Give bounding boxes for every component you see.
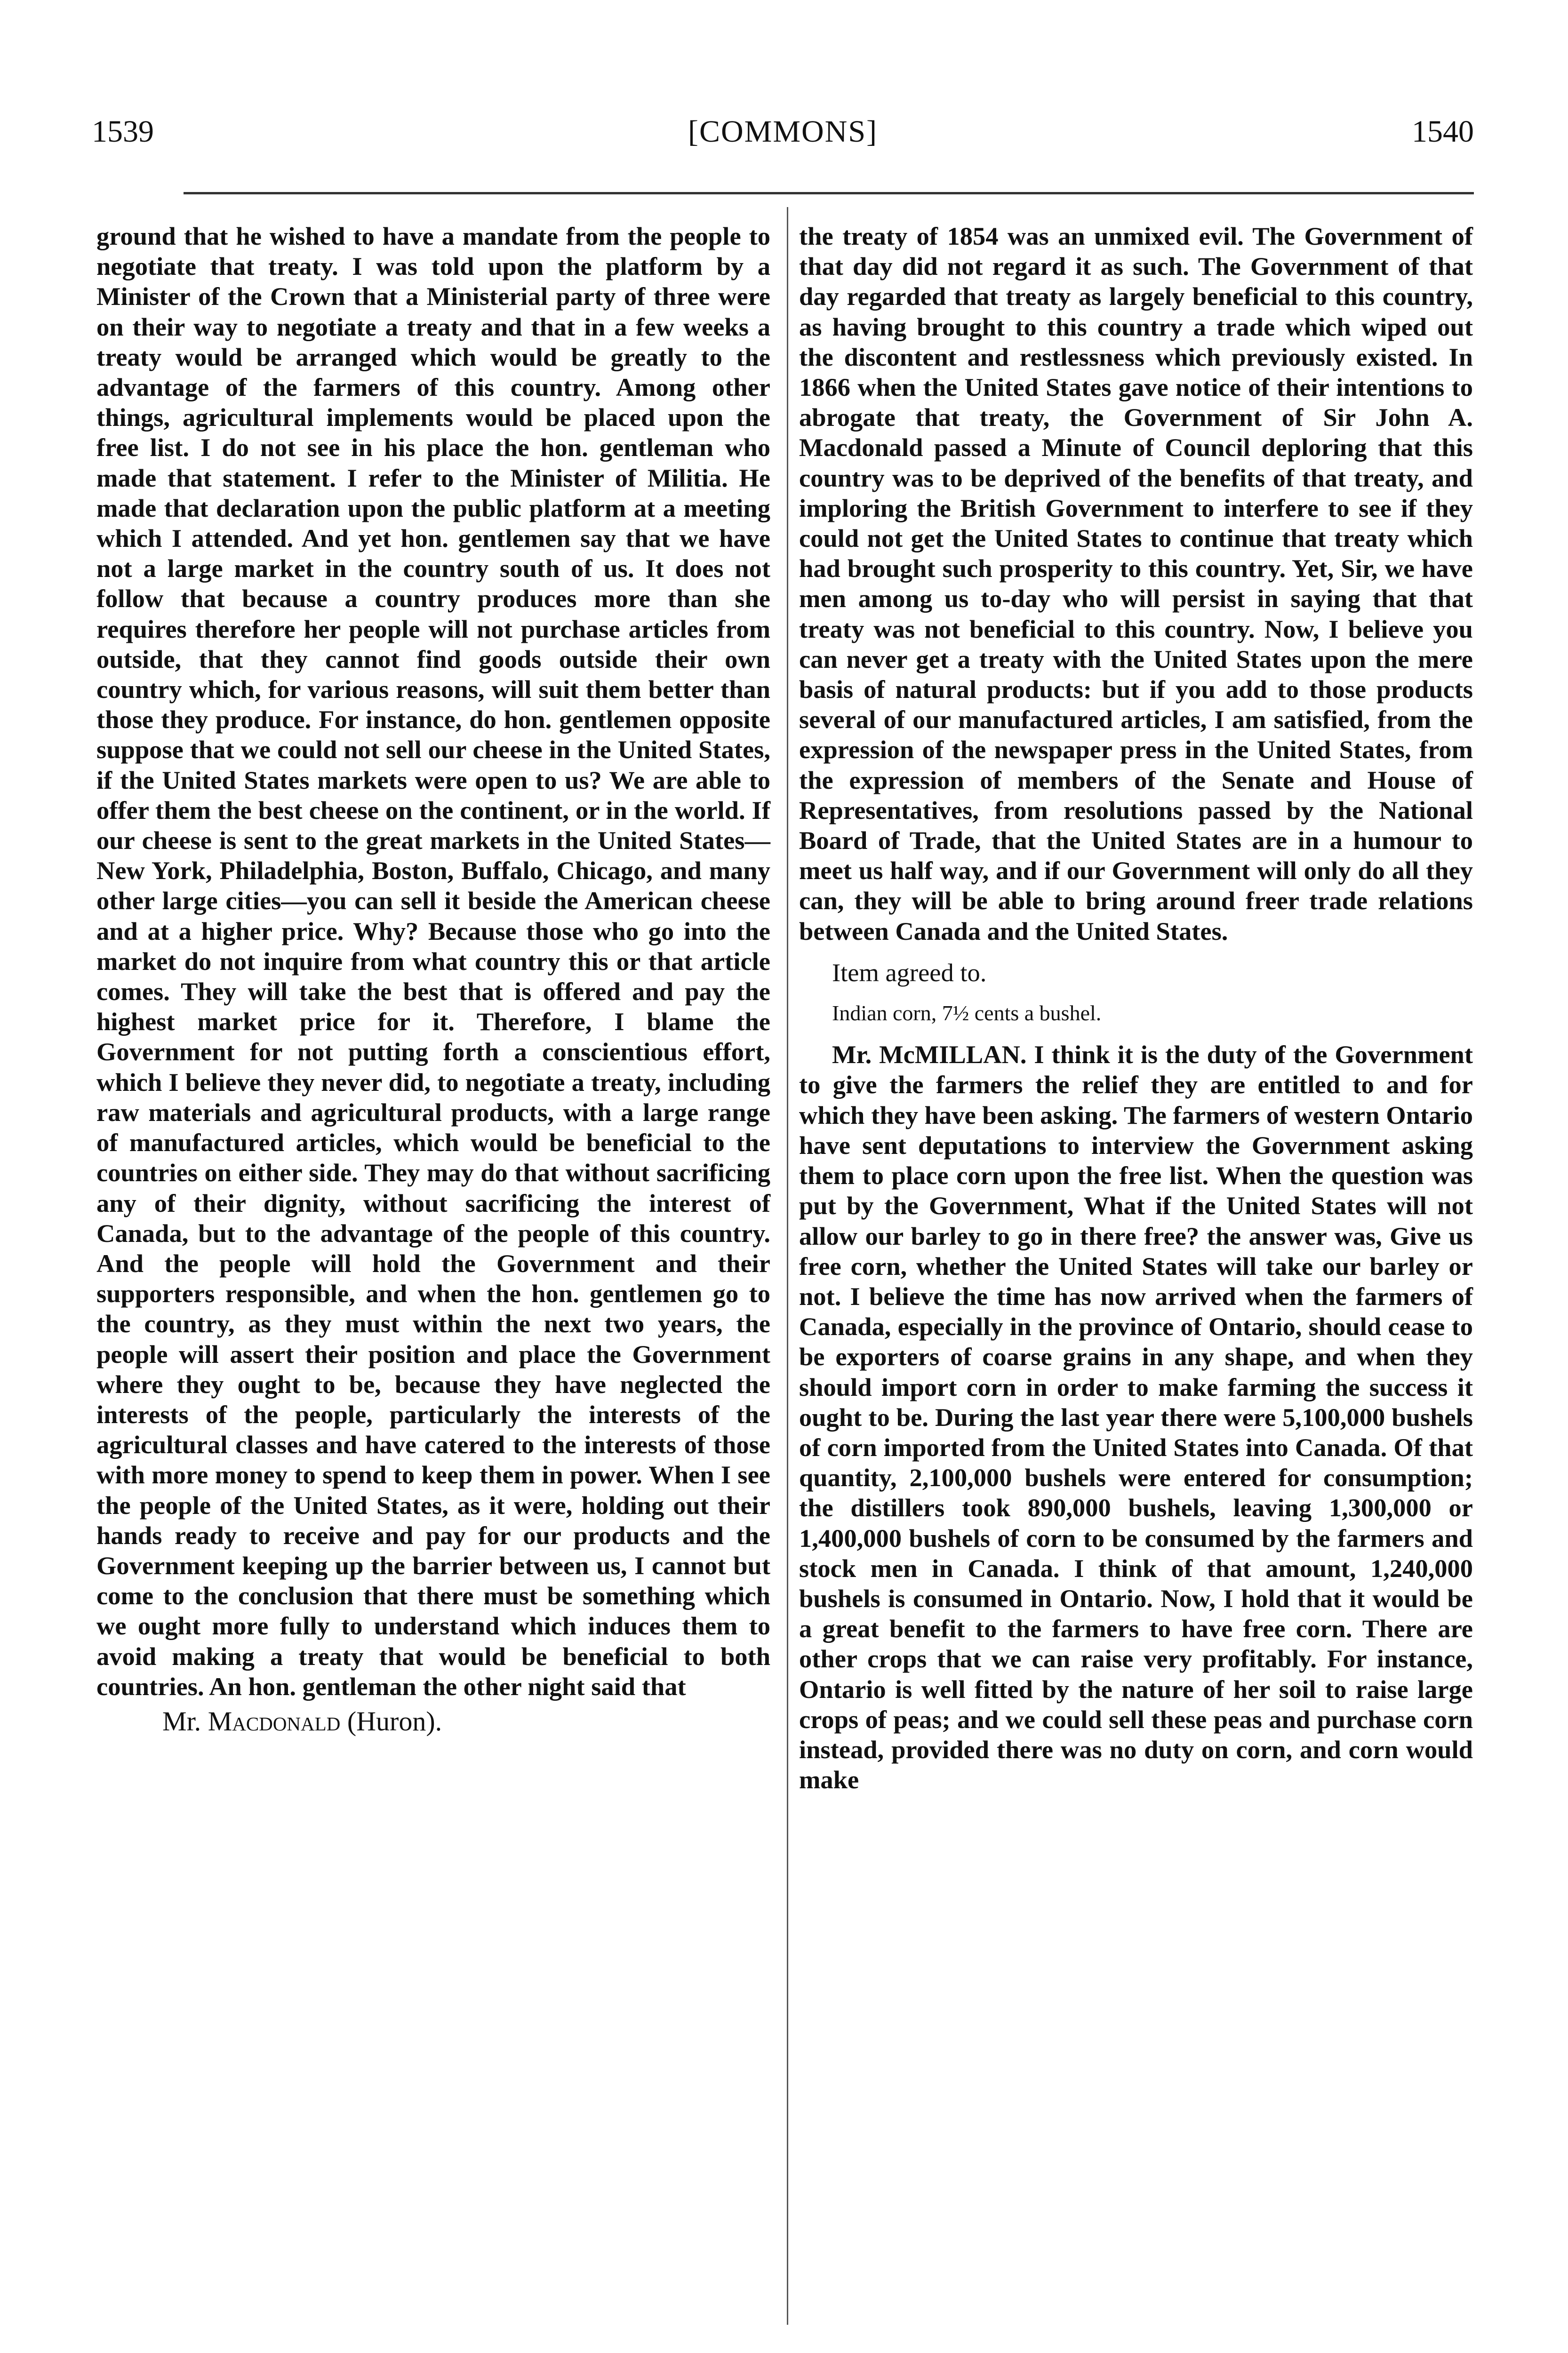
- speaker-name: Macdonald: [208, 1705, 341, 1737]
- page-header: [92, 111, 1474, 153]
- item-agreed-note: Item agreed to.: [832, 958, 987, 987]
- column-divider: [787, 207, 788, 2325]
- speaker-attribution: [96, 1706, 770, 1737]
- right-column: [799, 221, 1473, 1795]
- left-column: [96, 221, 770, 1737]
- speaker-suffix: (Huron).: [340, 1705, 442, 1737]
- right-column-text: the treaty of 1854 was an unmixed evil. The Government of that day did not regard it as such. The Government of that day regarded that treaty as largely beneficial to this country, as having brought to this country a trade which wiped out the discontent and restlessness which previously existed. In 1866 when the United States gave notice of their intentions to abrogate that treaty, the Government of Sir John A. Macdonald passed a Minute of Council deploring that this country was to be deprived of the benefits of that treaty, and imploring the British Government to interfere to see if they could not get the United States to continue that treaty which had brought such prosperity to this country. Yet, Sir, we have men among us to-day who will persist in saying that that treaty was not beneficial to this country. Now, I believe you can never get a treaty with the United States upon the mere basis of natural products: but if you add to those products several of our manufactured articles, I am satisfied, from the expression of the newspaper press in the United States, from the expression of members of the Senate and House of Representatives, from resolutions passed by the National Board of Trade, that the United States are in a humour to meet us half way, and if our Government will only do all they can, they will be able to bring around freer trade relations between Canada and the United States.: [799, 222, 1473, 945]
- page-title: [COMMONS]: [688, 114, 878, 149]
- mcmillan-speech: Mr. McMILLAN. I think it is the duty of the Government to give the farmers the relief they are entitled to and for which they have been asking. The farmers of western Ontario have sent deputations to interview the Government asking them to place corn upon the free list. When the question was put by the Government, What if the United States will not allow our barley to go in there free? the answer was, Give us free corn, whether the United States will take our barley or not. I believe the time has now arrived when the farmers of Canada, especially in the province of Ontario, should cease to be exporters of coarse grains in any shape, and when they should import corn in order to make farming the success it ought to be. During the last year there were 5,100,000 bushels of corn imported from the United States into Canada. Of that quantity, 2,100,000 bushels were entered for consumption; the distillers took 890,000 bushels, leaving 1,300,000 or 1,400,000 bushels of corn to be consumed by the farmers and stock men in Canada. I think of that amount, 1,240,000 bushels is consumed in Ontario. Now, I hold that it would be a great benefit to the farmers to have free corn. There are other crops that we can raise very profitably. For instance, Ontario is well fitted by the nature of her soil to raise large crops of peas; and we could sell these peas and purchase corn instead, provided there was no duty on corn, and corn would make: [799, 1040, 1473, 1794]
- speaker-prefix: Mr.: [162, 1705, 208, 1737]
- left-column-text: ground that he wished to have a mandate from the people to negotiate that treaty. I was told upon the platform by a Minister of the Crown that a Ministerial party of three were on their way to negotiate a treaty and that in a few weeks a treaty would be arranged which would be greatly to the advantage of the farmers of this country. Among other things, agricultural implements would be placed upon the free list. I do not see in his place the hon. gentleman who made that statement. I refer to the Minister of Militia. He made that declaration upon the public platform at a meeting which I attended. And yet hon. gentlemen say that we have not a large market in the country south of us. It does not follow that because a country produces more than she requires therefore her people will not purchase articles from outside, that they cannot find goods outside their own country which, for various reasons, will suit them better than those they produce. For instance, do hon. gentlemen opposite suppose that we could not sell our cheese in the United States, if the United States markets were open to us? We are able to offer them the best cheese on the continent, or in the world. If our cheese is sent to the great markets in the United States—New York, Philadelphia, Boston, Buffalo, Chicago, and many other large cities—you can sell it beside the American cheese and at a higher price. Why? Because those who go into the market do not inquire from what country this or that article comes. They will take the best that is offered and pay the highest market price for it. Therefore, I blame the Government for not putting forth a conscientious effort, which I believe they never did, to negotiate a treaty, including raw materials and agricultural products, with a large range of manufactured articles, which would be beneficial to the countries on either side. They may do that without sacrificing any of their dignity, without sacrificing the interest of Canada, but to the advantage of the people of this country. And the people will hold the Government and their supporters responsible, and when the hon. gentlemen go to the country, as they must within the next two years, the people will assert their position and place the Government where they ought to be, because they have neglected the interests of the people, particularly the interests of the agricultural classes and have catered to the interests of those with more money to spend to keep them in power. When I see the people of the United States, as it were, holding out their hands ready to receive and pay for our products and the Government keeping up the barrier between us, I cannot but come to the conclusion that there must be something which we ought more fully to understand which induces them to avoid making a treaty that would be beneficial to both countries. An hon. gentleman the other night said that: [96, 222, 770, 1701]
- page-number-left: 1539: [92, 114, 154, 149]
- page-number-right: 1540: [1412, 114, 1474, 149]
- header-rule: [184, 192, 1474, 194]
- tariff-item-heading: Indian corn, 7½ cents a bushel.: [832, 1001, 1102, 1025]
